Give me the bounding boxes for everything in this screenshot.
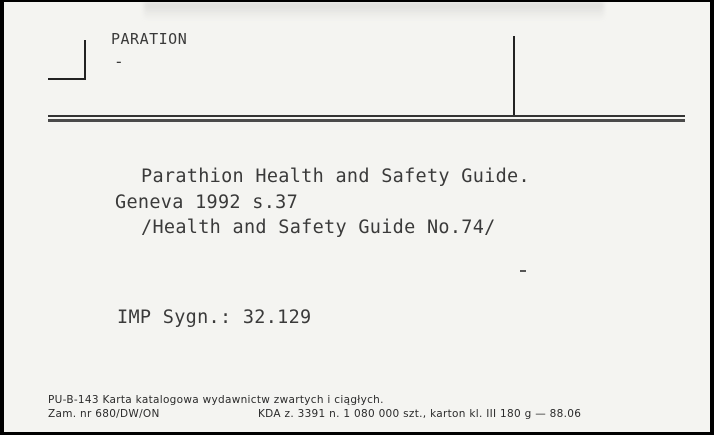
footer-print-line: KDA z. 3391 n. 1 080 000 szt., karton kl. III 180 g — 88.06 [258, 408, 582, 420]
footer-order-line: Zam. nr 680/DW/ON [48, 408, 160, 420]
vertical-divider [513, 36, 515, 116]
corner-bracket-horizontal [48, 78, 86, 80]
footer-form-line: PU-B-143 Karta katalogowa wydawnictw zwartych i ciągłych. [48, 394, 384, 406]
header-rule-bottom [48, 119, 685, 122]
imprint-line: Geneva 1992 s.37 [115, 192, 299, 213]
ink-speck [520, 270, 526, 272]
header-rule-top [48, 115, 685, 117]
title-line: Parathion Health and Safety Guide. [141, 166, 530, 187]
catalog-card [4, 2, 710, 432]
signature-line: IMP Sygn.: 32.129 [117, 307, 312, 328]
card-heading: PARATION [111, 30, 188, 48]
series-line: /Health and Safety Guide No.74/ [141, 217, 496, 238]
corner-bracket-vertical [84, 40, 86, 80]
heading-dash: - [114, 52, 124, 71]
bleed-through-marks [144, 2, 604, 20]
